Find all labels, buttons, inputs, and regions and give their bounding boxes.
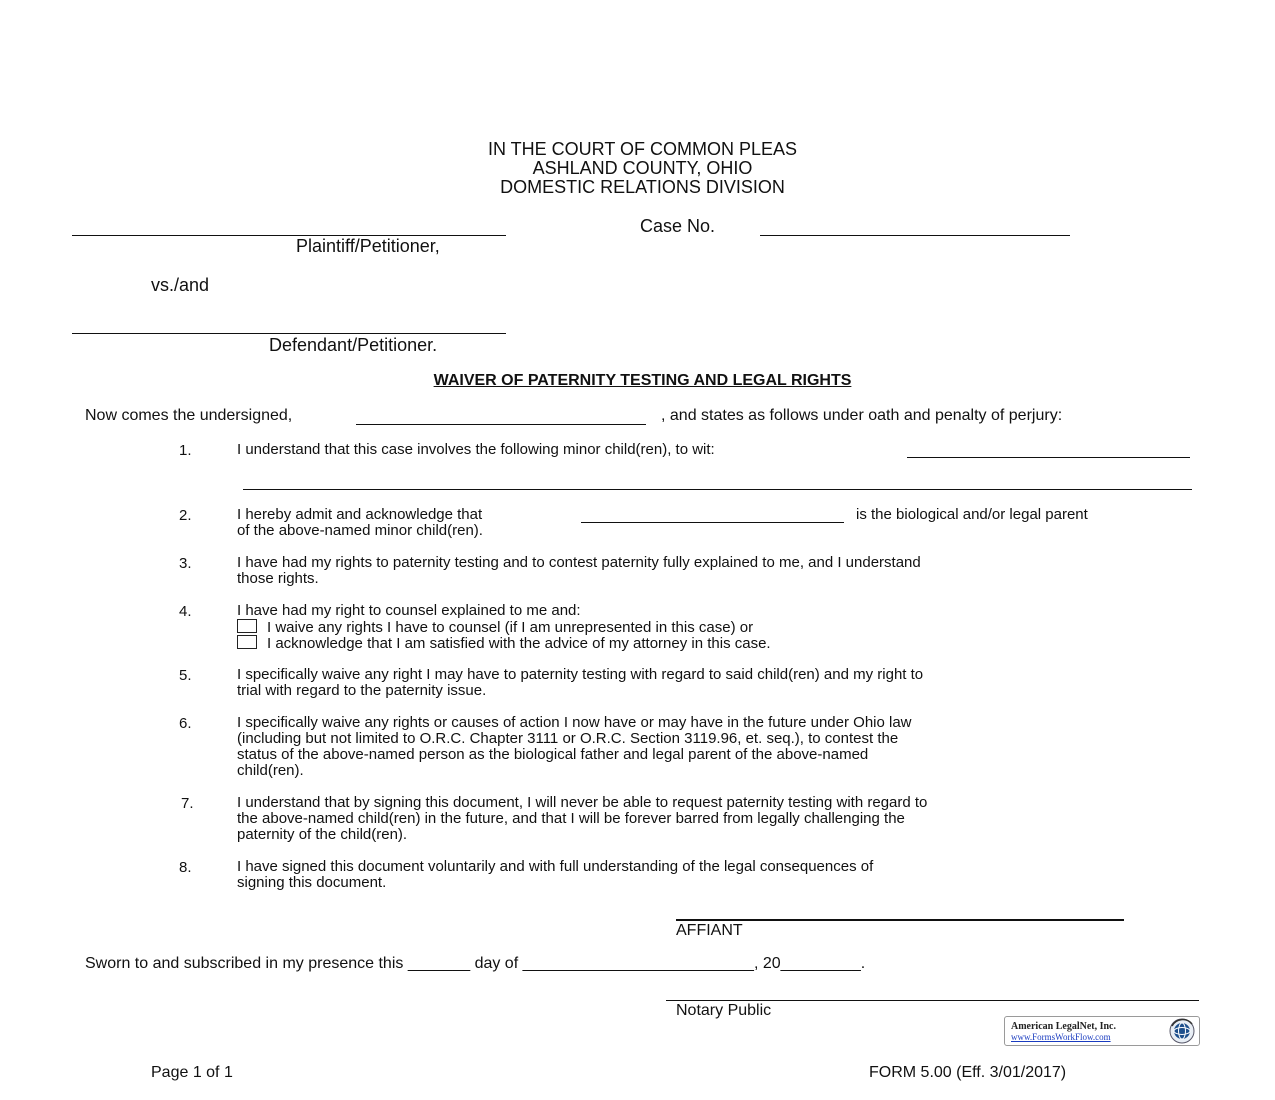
parent-name-line[interactable]	[581, 522, 844, 523]
item-8-text	[237, 859, 1197, 891]
court-heading	[0, 140, 1275, 197]
defendant-name-line[interactable]	[72, 333, 506, 334]
plaintiff-label: Plaintiff/Petitioner,	[296, 236, 440, 256]
waive-counsel-label: I waive any rights I have to counsel (if I am unrepresented in this case) or	[267, 619, 754, 636]
item-5-line-1: I specifically waive any right I may have to paternity testing with regard to said child(ren) and my right to	[237, 666, 924, 683]
case-no-line[interactable]	[760, 235, 1070, 236]
item-6-line-2: (including but not limited to O.R.C. Chapter 3111 or O.R.C. Section 3119.96, et. seq.), to contest the	[237, 730, 899, 747]
item-7-line-1: I understand that by signing this document, I will never be able to request paternity testing with regard to	[237, 794, 928, 811]
item-8-line-2: signing this document.	[237, 874, 387, 891]
item-4-text: I have had my right to counsel explained to me and:	[237, 602, 581, 619]
item-2-number: 2.	[179, 507, 192, 524]
item-2-text-a: I hereby admit and acknowledge that	[237, 506, 483, 523]
item-8-number: 8.	[179, 859, 192, 876]
counsel-option-satisfied	[237, 635, 771, 652]
item-3-line-1: I have had my rights to paternity testing and to contest paternity fully explained to me, and I understand	[237, 554, 921, 571]
item-5-text	[237, 667, 1197, 699]
versus-label: vs./and	[151, 275, 210, 295]
item-6-line-4: child(ren).	[237, 762, 304, 779]
notary-label: Notary Public	[676, 1002, 772, 1019]
document-title: WAIVER OF PATERNITY TESTING AND LEGAL RIGHTS	[433, 372, 852, 389]
affiant-signature-line[interactable]	[676, 919, 1124, 921]
counsel-option-waive	[237, 619, 753, 636]
item-6-number: 6.	[179, 715, 192, 732]
plaintiff-name-line[interactable]	[72, 235, 506, 236]
case-no-label: Case No.	[640, 216, 716, 236]
undersigned-name-line[interactable]	[356, 424, 646, 425]
item-7-number: 7.	[181, 795, 194, 812]
satisfied-counsel-label: I acknowledge that I am satisfied with the advice of my attorney in this case.	[267, 635, 771, 652]
sworn-statement: Sworn to and subscribed in my presence this _______ day of __________________________, 20_________.	[85, 955, 866, 972]
item-5-number: 5.	[179, 667, 192, 684]
court-county: ASHLAND COUNTY, OHIO	[532, 158, 753, 178]
item-8-line-1: I have signed this document voluntarily and with full understanding of the legal consequences of	[237, 858, 874, 875]
item-7-text	[237, 795, 1197, 843]
intro-before: Now comes the undersigned,	[85, 407, 293, 424]
defendant-label: Defendant/Petitioner.	[269, 335, 438, 355]
satisfied-counsel-checkbox[interactable]	[237, 635, 257, 649]
item-3-line-2: those rights.	[237, 570, 319, 587]
court-division: DOMESTIC RELATIONS DIVISION	[500, 177, 785, 197]
logo-company-name: American LegalNet, Inc.	[1011, 1021, 1116, 1032]
item-2-text-c: of the above-named minor child(ren).	[237, 522, 483, 539]
item-6-line-3: status of the above-named person as the biological father and legal parent of the above-named	[237, 746, 869, 763]
globe-icon	[1169, 1018, 1195, 1044]
item-7-line-2: the above-named child(ren) in the future, and that I will be forever barred from legally challenging the	[237, 810, 905, 827]
waive-counsel-checkbox[interactable]	[237, 619, 257, 633]
page-number: Page 1 of 1	[151, 1064, 233, 1081]
children-names-line-1[interactable]	[907, 457, 1190, 458]
court-name: IN THE COURT OF COMMON PLEAS	[487, 139, 798, 159]
form-number: FORM 5.00 (Eff. 3/01/2017)	[869, 1064, 1067, 1081]
item-2-text-b: is the biological and/or legal parent	[856, 506, 1088, 523]
affiant-label: AFFIANT	[676, 922, 743, 939]
notary-signature-line[interactable]	[666, 1000, 1199, 1001]
logo-website-link[interactable]: www.FormsWorkFlow.com	[1011, 1032, 1111, 1042]
item-5-line-2: trial with regard to the paternity issue.	[237, 682, 487, 699]
intro-after: , and states as follows under oath and penalty of perjury:	[661, 407, 1063, 424]
item-7-line-3: paternity of the child(ren).	[237, 826, 408, 843]
item-4-number: 4.	[179, 603, 192, 620]
item-6-text	[237, 715, 1197, 779]
item-1-number: 1.	[179, 442, 192, 459]
item-3-text	[237, 555, 1197, 587]
children-names-line-2[interactable]	[243, 489, 1192, 490]
item-1-text: I understand that this case involves the following minor child(ren), to wit:	[237, 441, 715, 458]
item-6-line-1: I specifically waive any rights or causes of action I now have or may have in the future under Ohio law	[237, 714, 912, 731]
item-3-number: 3.	[179, 555, 192, 572]
american-legalnet-logo	[1004, 1016, 1200, 1046]
